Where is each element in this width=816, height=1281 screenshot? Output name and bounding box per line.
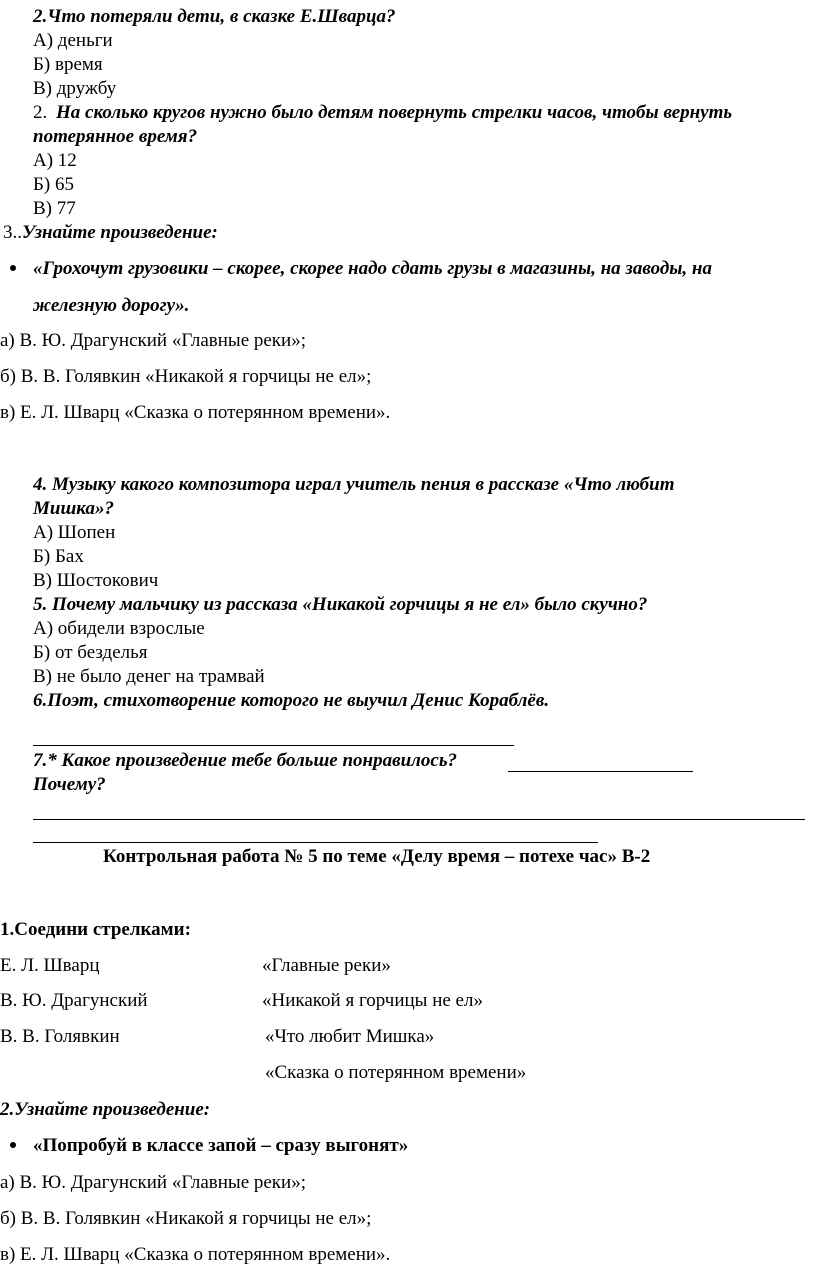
question-2-clock — [33, 103, 732, 122]
task-1-title: 1.Соедини стрелками: — [0, 919, 191, 940]
bullet-icon — [10, 265, 16, 271]
option-3-b: б) В. В. Голявкин «Никакой я горчицы не ел»; — [0, 366, 372, 387]
question-6: 6.Поэт, стихотворение которого не выучил Денис Кораблёв. — [33, 690, 550, 711]
quote-3-line2: железную дорогу». — [33, 295, 190, 316]
option-2a-b: Б) время — [33, 54, 103, 75]
option-2b-b: Б) 65 — [33, 174, 74, 195]
task-2-option-b: б) В. В. Голявкин «Никакой я горчицы не ел»; — [0, 1208, 372, 1229]
question-4-line1: 4. Музыку какого композитора играл учитель пения в рассказе «Что любит — [33, 474, 675, 495]
option-4-b: Б) Бах — [33, 546, 84, 567]
work-no-mustard: «Никакой я горчицы не ел» — [262, 990, 483, 1011]
work-main-rivers: «Главные реки» — [262, 955, 391, 976]
question-3 — [3, 223, 218, 242]
answer-line-7-why-1 — [33, 819, 805, 820]
task-2-title: 2.Узнайте произведение: — [0, 1099, 211, 1120]
question-5: 5. Почему мальчику из рассказа «Никакой горчицы я не ел» было скучно? — [33, 594, 648, 615]
author-golyavkin: В. В. Голявкин — [0, 1026, 120, 1047]
option-4-a: А) Шопен — [33, 522, 116, 543]
option-5-b: Б) от безделья — [33, 642, 148, 663]
author-dragunsky: В. Ю. Драгунский — [0, 990, 148, 1011]
answer-line-7 — [508, 771, 693, 772]
question-text: На сколько кругов нужно было детям повернуть стрелки часов, чтобы вернуть — [56, 102, 733, 123]
work-what-mishka-likes: «Что любит Мишка» — [265, 1026, 435, 1047]
question-2-clock-line2: потерянное время? — [33, 126, 198, 147]
question-4-line2: Мишка»? — [33, 498, 114, 519]
option-5-a: А) обидели взрослые — [33, 618, 205, 639]
option-2b-a: А) 12 — [33, 150, 77, 171]
quote-3-line1: «Грохочут грузовики – скорее, скорее надо сдать грузы в магазины, на заводы, на — [33, 258, 712, 279]
question-7: 7.* Какое произведение тебе больше понравилось? — [33, 750, 458, 771]
option-2b-c: В) 77 — [33, 198, 76, 219]
option-3-a: а) В. Ю. Драгунский «Главные реки»; — [0, 330, 306, 351]
task-2-option-c: в) Е. Л. Шварц «Сказка о потерянном времени». — [0, 1244, 391, 1265]
bullet-icon — [10, 1142, 16, 1148]
task-2-option-a: а) В. Ю. Драгунский «Главные реки»; — [0, 1172, 306, 1193]
option-3-c: в) Е. Л. Шварц «Сказка о потерянном времени». — [0, 402, 391, 423]
question-number: 2. — [33, 102, 48, 123]
variant-2-title: Контрольная работа № 5 по теме «Делу время – потехе час» В-2 — [103, 846, 651, 867]
question-text: Узнайте произведение: — [22, 222, 218, 243]
question-2-schwartz: 2.Что потеряли дети, в сказке Е.Шварца? — [33, 6, 396, 27]
answer-line-6 — [33, 745, 514, 746]
question-number: 3.. — [3, 222, 22, 243]
option-2a-c: В) дружбу — [33, 78, 117, 99]
task-2-quote: «Попробуй в классе запой – сразу выгонят» — [33, 1135, 409, 1156]
answer-line-7-why-2 — [33, 842, 598, 843]
option-2a-a: А) деньги — [33, 30, 113, 51]
author-schwartz: Е. Л. Шварц — [0, 955, 100, 976]
question-7-why: Почему? — [33, 774, 106, 795]
option-4-c: В) Шостокович — [33, 570, 159, 591]
option-5-c: В) не было денег на трамвай — [33, 666, 265, 687]
work-lost-time-tale: «Сказка о потерянном времени» — [265, 1062, 527, 1083]
